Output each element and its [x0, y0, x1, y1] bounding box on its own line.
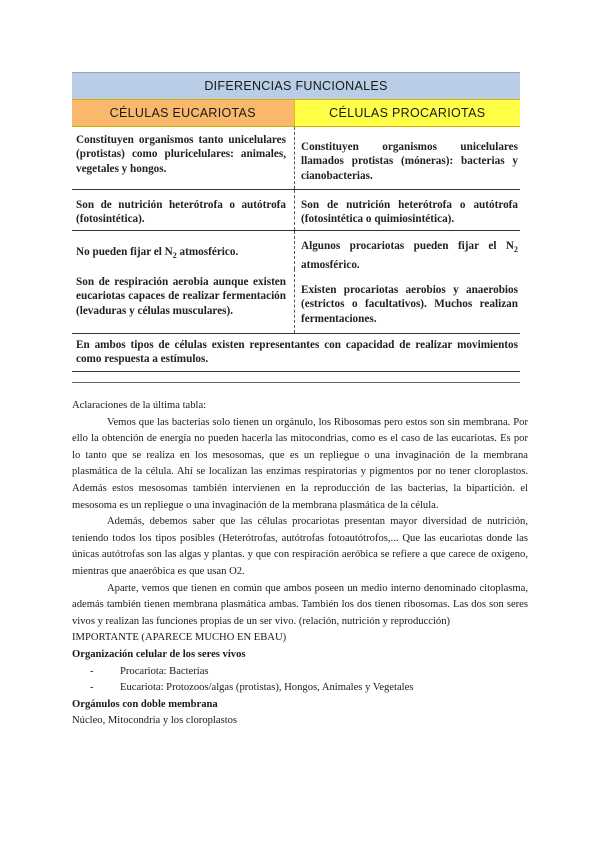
header-eukaryotic: CÉLULAS EUCARIOTAS: [72, 100, 294, 126]
cell-eukaryotic: Son de nutrición heterótrofa o autótrofa (fotosintética).: [76, 199, 286, 226]
notes-section: [72, 398, 528, 730]
subscript: 2: [172, 251, 177, 261]
cell-prokaryotic: Existen procariotas aerobios y anaerobios (estrictos o facultativos). Muchos realizan fermentaciones.: [294, 269, 520, 333]
header-prokaryotic: CÉLULAS PROCARIOTAS: [294, 100, 521, 126]
cell-text: No pueden fijar el N: [76, 246, 173, 258]
cell-text: atmosférico.: [176, 246, 239, 258]
cell-text: Algunos procariotas pueden fijar el N: [301, 240, 514, 252]
list-item: [72, 664, 528, 681]
table-bottom-rule: [72, 371, 520, 372]
subscript: 2: [514, 245, 518, 255]
cell-prokaryotic: Son de nutrición heterótrofa o autótrofa (fotosintética o quimiosintética).: [294, 190, 520, 230]
table-row: [72, 127, 520, 189]
list-item: [72, 680, 528, 697]
notes-heading: Aclaraciones de la última tabla:: [72, 400, 207, 411]
cell-prokaryotic: [294, 231, 520, 269]
table-row: [72, 231, 520, 269]
table-header-row: [72, 99, 520, 127]
list-item-text: Procariota: Bacterias: [120, 665, 209, 677]
cell-eukaryotic: Son de respiración aerobia aunque existen eucariotas capaces de realizar fermentación (levaduras y células musculares).: [76, 276, 286, 317]
table-row: [72, 190, 520, 230]
table-title: DIFERENCIAS FUNCIONALES: [72, 72, 520, 99]
notes-paragraph: Vemos que las bacterias solo tienen un orgánulo, los Ribosomas pero estos son sin membrana. Por ello la obtención de energía no pueden hacerla las mitocondrias, como es el caso de las eucariotas. Es por lo tanto que se realiza en los mesosomas, que es un repliegue o una invaginación de la membrana plasmática de la célula. Ahí se localizan las enzimas respiratorias y pigmentos por no tener cloroplastos. Además estos mesosomas también intervienen en la reproducción de las bacterias, la bipartición. el mesosoma es un repliegue o una invaginación de la membrana plasmática de la célula.: [72, 416, 528, 511]
list-marker: -: [90, 665, 94, 677]
cell-text: atmosférico.: [301, 258, 360, 271]
functional-differences-table: [72, 72, 520, 383]
cell-eukaryotic: [72, 231, 294, 269]
table-row: [72, 269, 520, 333]
table-footer-note: En ambos tipos de células existen representantes con capacidad de realizar movimientos como respuesta a estímulos.: [76, 339, 518, 366]
cell-eukaryotic: Constituyen organismos tanto unicelulares (protistas) como pluricelulares: animales, vegetales y hongos.: [76, 134, 286, 175]
section-text: Núcleo, Mitocondria y los cloroplastos: [72, 715, 238, 727]
cell-prokaryotic: Constituyen organismos unicelulares llamados protistas (móneras): bacterias y cianobacterias.: [294, 127, 520, 189]
list-marker: -: [90, 682, 94, 694]
section-title: Orgánulos con doble membrana: [72, 698, 218, 710]
notes-paragraph: Aparte, vemos que tienen en común que ambos poseen un medio interno denominado citoplasma, además también tienen membrana plasmática ambas. También los dos tienen ribosomas. Las dos son seres vivos y realizan las funciones propias de un ser vivo. (relación, nutrición y reproducción): [72, 582, 528, 627]
notes-paragraph: Además, debemos saber que las células procariotas presentan mayor diversidad de nutrición, teniendo todos los tipos posibles (Heterótrofas, autótrofas fotoautótrofos,... Que las eucariotas donde las únicas autótrofas son las algas y plantas. y que con respiración aeróbica se refiere a que carece de oxígeno, mientras que anaeróbica es que usan O2.: [72, 516, 528, 577]
important-note: IMPORTANTE (APARECE MUCHO EN EBAU): [72, 632, 287, 644]
list-item-text: Eucariota: Protozoos/algas (protistas), Hongos, Animales y Vegetales: [120, 682, 414, 694]
table-bottom-rule: [72, 382, 520, 383]
section-title: Organización celular de los seres vivos: [72, 648, 246, 660]
